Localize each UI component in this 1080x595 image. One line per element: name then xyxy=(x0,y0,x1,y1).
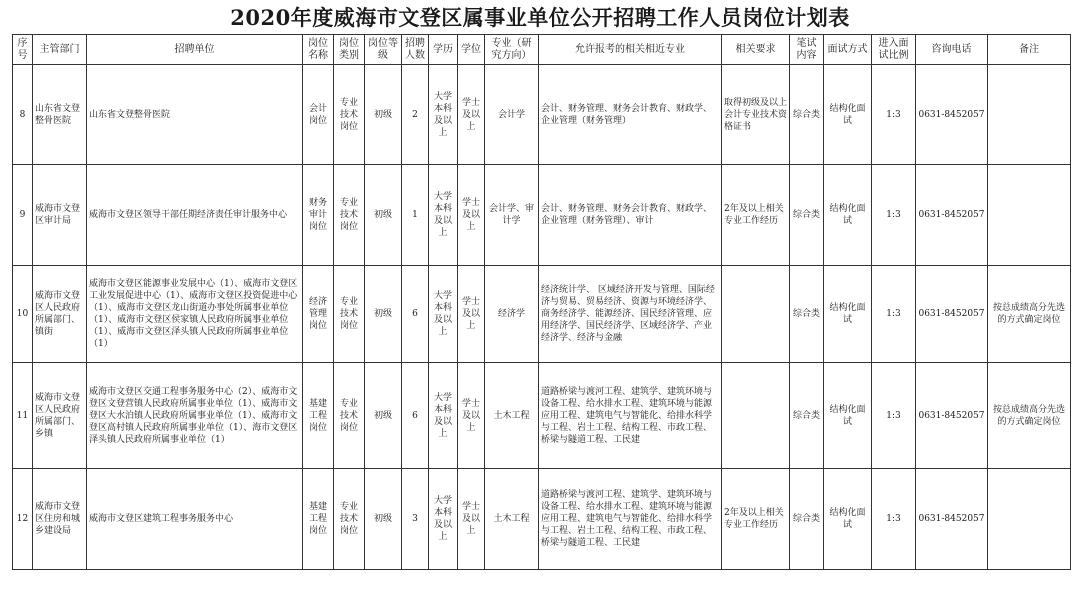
cell-note xyxy=(988,65,1071,165)
cell-dept: 威海市文登区住房和城乡建设局 xyxy=(33,469,87,570)
cell-edu: 大学本科及以上 xyxy=(429,165,458,266)
cell-degree: 学士及以上 xyxy=(458,469,485,570)
cell-unit: 威海市文登区领导干部任期经济责任审计服务中心 xyxy=(87,165,303,266)
cell-req: 2年及以上相关专业工作经历 xyxy=(722,165,790,266)
header-req: 相关要求 xyxy=(722,35,790,65)
cell-dept: 山东省文登整骨医院 xyxy=(33,65,87,165)
cell-exam: 综合类 xyxy=(790,363,824,469)
cell-dept: 威海市文登区人民政府所属部门、镇街 xyxy=(33,266,87,363)
header-level: 岗位等级 xyxy=(365,35,402,65)
header-unit: 招聘单位 xyxy=(87,35,303,65)
cell-major: 会计学 xyxy=(485,65,539,165)
cell-post: 基建工程岗位 xyxy=(303,469,334,570)
cell-unit: 威海市文登区能源事业发展中心（1）、威海市文登区工业发展促进中心（1）、威海市文登区投资促进中心（1）、威海市文登区龙山街道办事处所属事业单位（1）、威海市文登区侯家镇人民政府所属事业单位（1）、威海市文登区泽头镇人民政府所属事业单位（1） xyxy=(87,266,303,363)
cell-dept: 威海市文登区人民政府所属部门、乡镇 xyxy=(33,363,87,469)
cell-no: 9 xyxy=(13,165,33,266)
cell-ratio: 1:3 xyxy=(872,165,916,266)
header-interview: 面试方式 xyxy=(824,35,872,65)
cell-category: 专业技术岗位 xyxy=(334,363,365,469)
cell-phone: 0631-8452057 xyxy=(916,165,988,266)
cell-level: 初级 xyxy=(365,469,402,570)
cell-count: 6 xyxy=(402,266,429,363)
cell-level: 初级 xyxy=(365,165,402,266)
cell-phone: 0631-8452057 xyxy=(916,469,988,570)
cell-major: 经济学 xyxy=(485,266,539,363)
cell-req xyxy=(722,266,790,363)
header-degree: 学位 xyxy=(458,35,485,65)
header-edu: 学历 xyxy=(429,35,458,65)
cell-req: 取得初级及以上会计专业技术资格证书 xyxy=(722,65,790,165)
header-category: 岗位类别 xyxy=(334,35,365,65)
cell-major: 土木工程 xyxy=(485,363,539,469)
cell-category: 专业技术岗位 xyxy=(334,266,365,363)
cell-interview: 结构化面试 xyxy=(824,165,872,266)
cell-interview: 结构化面试 xyxy=(824,266,872,363)
cell-phone: 0631-8452057 xyxy=(916,266,988,363)
cell-post: 经济管理岗位 xyxy=(303,266,334,363)
cell-interview: 结构化面试 xyxy=(824,469,872,570)
header-no: 序号 xyxy=(13,35,33,65)
cell-no: 12 xyxy=(13,469,33,570)
cell-category: 专业技术岗位 xyxy=(334,469,365,570)
cell-exam: 综合类 xyxy=(790,165,824,266)
cell-ratio: 1:3 xyxy=(872,469,916,570)
cell-level: 初级 xyxy=(365,363,402,469)
header-count: 招聘人数 xyxy=(402,35,429,65)
cell-degree: 学士及以上 xyxy=(458,165,485,266)
header-major: 专业（研究方向） xyxy=(485,35,539,65)
cell-post: 会计岗位 xyxy=(303,65,334,165)
cell-ratio: 1:3 xyxy=(872,363,916,469)
table-header-row xyxy=(13,35,1071,65)
cell-ratio: 1:3 xyxy=(872,266,916,363)
cell-interview: 结构化面试 xyxy=(824,65,872,165)
cell-count: 1 xyxy=(402,165,429,266)
cell-degree: 学士及以上 xyxy=(458,266,485,363)
cell-related: 经济统计学、 区域经济开发与管理、国际经济与贸易、贸易经济、资源与环境经济学、商务经济学、能源经济、国民经济管理、应用经济学、国民经济学、区域经济学、产业经济学、经济与金融 xyxy=(539,266,722,363)
header-ratio: 进入面试比例 xyxy=(872,35,916,65)
cell-related: 道路桥梁与渡河工程、建筑学、建筑环境与设备工程、给水排水工程、建筑环境与能源应用工程、建筑电气与智能化、给排水科学与工程、岩土工程、结构工程、市政工程、桥梁与隧道工程、工民建 xyxy=(539,363,722,469)
header-dept: 主管部门 xyxy=(33,35,87,65)
cell-note xyxy=(988,469,1071,570)
cell-count: 2 xyxy=(402,65,429,165)
cell-related: 会计、财务管理、财务会计教育、财政学、企业管理（财务管理）、审计 xyxy=(539,165,722,266)
header-post: 岗位名称 xyxy=(303,35,334,65)
cell-ratio: 1:3 xyxy=(872,65,916,165)
cell-edu: 大学本科及以上 xyxy=(429,469,458,570)
cell-exam: 综合类 xyxy=(790,469,824,570)
cell-req xyxy=(722,363,790,469)
cell-unit: 山东省文登整骨医院 xyxy=(87,65,303,165)
cell-degree: 学士及以上 xyxy=(458,363,485,469)
header-exam: 笔试内容 xyxy=(790,35,824,65)
recruitment-table xyxy=(12,34,1071,570)
cell-interview: 结构化面试 xyxy=(824,363,872,469)
cell-related: 会计、财务管理、财务会计教育、财政学、企业管理（财务管理） xyxy=(539,65,722,165)
header-related: 允许报考的相关相近专业 xyxy=(539,35,722,65)
cell-level: 初级 xyxy=(365,266,402,363)
page-title: 2020年度威海市文登区属事业单位公开招聘工作人员岗位计划表 xyxy=(230,5,850,30)
cell-edu: 大学本科及以上 xyxy=(429,266,458,363)
cell-no: 10 xyxy=(13,266,33,363)
cell-edu: 大学本科及以上 xyxy=(429,363,458,469)
cell-note: 按总成绩高分先选的方式确定岗位 xyxy=(988,363,1071,469)
cell-no: 8 xyxy=(13,65,33,165)
cell-edu: 大学本科及以上 xyxy=(429,65,458,165)
cell-unit: 威海市文登区交通工程事务服务中心（2）、威海市文登区文登营镇人民政府所属事业单位（1）、威海市文登区大水泊镇人民政府所属事业单位（1）、威海市文登区高村镇人民政府所属事业单位（1）、海市文登区泽头镇人民政府所属事业单位（1） xyxy=(87,363,303,469)
table-row xyxy=(13,469,1071,570)
table-row xyxy=(13,65,1071,165)
cell-category: 专业技术岗位 xyxy=(334,165,365,266)
cell-note: 按总成绩高分先选的方式确定岗位 xyxy=(988,266,1071,363)
cell-major: 会计学、审计学 xyxy=(485,165,539,266)
cell-phone: 0631-8452057 xyxy=(916,65,988,165)
header-phone: 咨询电话 xyxy=(916,35,988,65)
cell-exam: 综合类 xyxy=(790,266,824,363)
cell-level: 初级 xyxy=(365,65,402,165)
cell-count: 6 xyxy=(402,363,429,469)
cell-related: 道路桥梁与渡河工程、建筑学、建筑环境与设备工程、给水排水工程、建筑环境与能源应用工程、建筑电气与智能化、给排水科学与工程、岩土工程、结构工程、市政工程、桥梁与隧道工程、工民建 xyxy=(539,469,722,570)
cell-category: 专业技术岗位 xyxy=(334,65,365,165)
cell-degree: 学士及以上 xyxy=(458,65,485,165)
cell-unit: 威海市文登区建筑工程事务服务中心 xyxy=(87,469,303,570)
cell-phone: 0631-8452057 xyxy=(916,363,988,469)
cell-post: 基建工程岗位 xyxy=(303,363,334,469)
table-row xyxy=(13,363,1071,469)
cell-no: 11 xyxy=(13,363,33,469)
cell-post: 财务审计岗位 xyxy=(303,165,334,266)
cell-exam: 综合类 xyxy=(790,65,824,165)
cell-count: 3 xyxy=(402,469,429,570)
cell-dept: 威海市文登区审计局 xyxy=(33,165,87,266)
cell-major: 土木工程 xyxy=(485,469,539,570)
table-row xyxy=(13,165,1071,266)
table-row xyxy=(13,266,1071,363)
cell-note xyxy=(988,165,1071,266)
header-note: 备注 xyxy=(988,35,1071,65)
cell-req: 2年及以上相关专业工作经历 xyxy=(722,469,790,570)
